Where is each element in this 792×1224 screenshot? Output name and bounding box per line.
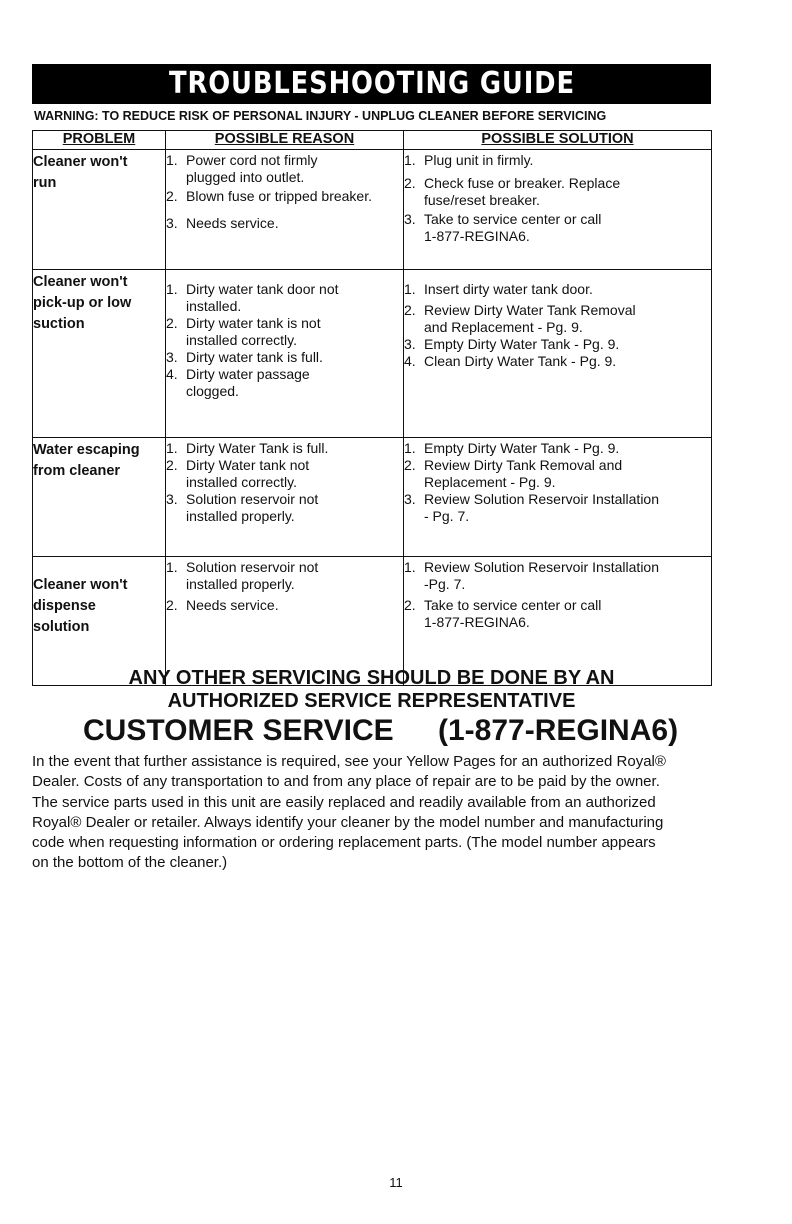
- item-text: [186, 281, 403, 315]
- item-text-line: plugged into outlet.: [186, 169, 305, 185]
- solution-item: [404, 281, 711, 298]
- item-number: 3.: [404, 336, 416, 352]
- solution-item: [404, 559, 711, 593]
- notice-line: ANY OTHER SERVICING SHOULD BE DONE BY AN: [128, 667, 615, 689]
- item-text-line: Dirty Water Tank is full.: [186, 440, 329, 456]
- item-text-line: Blown fuse or tripped breaker.: [186, 188, 372, 204]
- item-number: 3.: [166, 491, 178, 507]
- item-number: 1.: [166, 440, 178, 456]
- servicing-notice: [32, 667, 711, 713]
- item-number: 3.: [404, 211, 416, 227]
- solution-item: [404, 440, 711, 457]
- item-text-line: -Pg. 7.: [424, 576, 466, 592]
- problem-text: pick-up or low: [33, 295, 132, 311]
- item-text: [186, 215, 403, 232]
- problem-text: Cleaner won't: [33, 274, 128, 290]
- title-banner: [32, 64, 711, 104]
- reason-item: [166, 152, 403, 186]
- problem-text: dispense: [33, 598, 96, 614]
- header-problem: PROBLEM: [33, 131, 166, 150]
- warning-text: WARNING: TO REDUCE RISK OF PERSONAL INJURY - UNPLUG CLEANER BEFORE SERVICING: [34, 109, 607, 123]
- item-text-line: Take to service center or call: [424, 597, 602, 613]
- item-text-line: Needs service.: [186, 597, 279, 613]
- reason-cell: [166, 438, 404, 557]
- item-text: [424, 440, 711, 457]
- item-text-line: Power cord not firmly: [186, 152, 318, 168]
- reason-item: [166, 349, 403, 366]
- item-text-line: installed properly.: [186, 576, 295, 592]
- reason-cell: [166, 270, 404, 438]
- table-row: [33, 270, 712, 438]
- item-text-line: Dirty water tank is full.: [186, 349, 323, 365]
- problem-cell: [33, 150, 166, 270]
- item-text: [186, 152, 403, 186]
- table-row: [33, 438, 712, 557]
- item-text-line: 1-877-REGINA6.: [424, 614, 530, 630]
- item-number: 3.: [404, 491, 416, 507]
- reason-item: [166, 215, 403, 232]
- paragraph-line: Dealer. Costs of any transportation to and from any place of repair are to be paid by the owner.: [32, 773, 660, 791]
- item-text-line: Empty Dirty Water Tank - Pg. 9.: [424, 440, 620, 456]
- item-number: 3.: [166, 215, 178, 231]
- item-text: [424, 281, 711, 298]
- item-number: 1.: [166, 559, 178, 575]
- item-number: 2.: [404, 597, 416, 613]
- reason-item: [166, 315, 403, 349]
- solution-item: [404, 302, 711, 336]
- item-text-line: 1-877-REGINA6.: [424, 228, 530, 244]
- item-text: [424, 353, 711, 370]
- item-number: 1.: [404, 440, 416, 456]
- item-text: [424, 597, 711, 631]
- reason-item: [166, 366, 403, 400]
- service-paragraph: [32, 752, 712, 874]
- problem-text: run: [33, 175, 57, 191]
- problem-text: Cleaner won't: [33, 154, 128, 170]
- page-number: 11: [389, 1175, 403, 1190]
- item-text-line: and Replacement - Pg. 9.: [424, 319, 583, 335]
- reason-item: [166, 457, 403, 491]
- item-text: [186, 440, 403, 457]
- problem-text: Cleaner won't: [33, 577, 128, 593]
- item-text-line: Review Solution Reservoir Installation: [424, 491, 659, 507]
- item-text: [186, 457, 403, 491]
- item-text-line: installed correctly.: [186, 474, 298, 490]
- item-text-line: Solution reservoir not: [186, 491, 319, 507]
- item-text-line: Dirty Water tank not: [186, 457, 310, 473]
- item-text: [186, 491, 403, 525]
- solution-item: [404, 457, 711, 491]
- item-number: 2.: [166, 457, 178, 473]
- item-number: 2.: [404, 175, 416, 191]
- item-text-line: Dirty water tank is not: [186, 315, 321, 331]
- solution-item: [404, 175, 711, 209]
- item-text: [424, 336, 711, 353]
- item-text-line: installed properly.: [186, 508, 295, 524]
- item-text-line: Insert dirty water tank door.: [424, 281, 593, 297]
- solution-cell: [404, 150, 712, 270]
- item-text-line: Empty Dirty Water Tank - Pg. 9.: [424, 336, 620, 352]
- customer-service-phone: (1-877-REGINA6): [438, 714, 679, 747]
- reason-item: [166, 281, 403, 315]
- item-number: 1.: [166, 152, 178, 168]
- item-text-line: Review Dirty Tank Removal and: [424, 457, 623, 473]
- item-number: 2.: [404, 302, 416, 318]
- item-text: [186, 559, 403, 593]
- item-text: [186, 597, 403, 614]
- page-title: TROUBLESHOOTING GUIDE: [168, 66, 575, 101]
- header-possible-reason: POSSIBLE REASON: [166, 131, 404, 150]
- troubleshooting-table: [32, 130, 712, 686]
- problem-text: solution: [33, 619, 90, 635]
- item-text-line: - Pg. 7.: [424, 508, 470, 524]
- paragraph-line: Royal® Dealer or retailer. Always identify your cleaner by the model number and manufacturing: [32, 813, 664, 831]
- paragraph-line: The service parts used in this unit are easily replaced and readily available from an authorized: [32, 793, 656, 811]
- reason-item: [166, 597, 403, 614]
- paragraph-line: on the bottom of the cleaner.): [32, 854, 228, 872]
- item-number: 1.: [404, 559, 416, 575]
- item-text: [186, 366, 403, 400]
- table-row: [33, 150, 712, 270]
- item-text: [424, 491, 711, 525]
- item-number: 3.: [166, 349, 178, 365]
- customer-service-title: CUSTOMER SERVICE: [83, 714, 394, 747]
- item-text: [186, 349, 403, 366]
- item-text: [424, 559, 711, 593]
- item-text-line: clogged.: [186, 383, 239, 399]
- item-number: 1.: [166, 281, 178, 297]
- solution-item: [404, 152, 711, 169]
- item-number: 1.: [404, 281, 416, 297]
- item-text-line: Review Solution Reservoir Installation: [424, 559, 659, 575]
- reason-item: [166, 491, 403, 525]
- paragraph-line: In the event that further assistance is required, see your Yellow Pages for an authorized Royal®: [32, 753, 666, 770]
- header-possible-solution: POSSIBLE SOLUTION: [404, 131, 712, 150]
- item-text-line: Plug unit in firmly.: [424, 152, 534, 168]
- item-number: 4.: [404, 353, 416, 369]
- item-text: [186, 188, 403, 205]
- item-number: 2.: [166, 188, 178, 204]
- solution-cell: [404, 438, 712, 557]
- solution-cell: [404, 270, 712, 438]
- notice-line: AUTHORIZED SERVICE REPRESENTATIVE: [167, 690, 576, 712]
- item-text-line: Replacement - Pg. 9.: [424, 474, 556, 490]
- item-text-line: Solution reservoir not: [186, 559, 319, 575]
- paragraph-line: code when requesting information or ordering replacement parts. (The model number appears: [32, 834, 656, 852]
- item-text: [424, 152, 711, 169]
- problem-text: suction: [33, 316, 85, 332]
- reason-item: [166, 188, 403, 205]
- solution-item: [404, 491, 711, 525]
- item-text-line: installed correctly.: [186, 332, 298, 348]
- item-text-line: fuse/reset breaker.: [424, 192, 540, 208]
- item-text-line: installed.: [186, 298, 242, 314]
- item-text-line: Dirty water tank door not: [186, 281, 339, 297]
- item-number: 2.: [166, 597, 178, 613]
- solution-item: [404, 353, 711, 370]
- item-text-line: Review Dirty Water Tank Removal: [424, 302, 636, 318]
- item-text-line: Clean Dirty Water Tank - Pg. 9.: [424, 353, 617, 369]
- item-text-line: Needs service.: [186, 215, 279, 231]
- item-text-line: Dirty water passage: [186, 366, 310, 382]
- reason-item: [166, 440, 403, 457]
- item-text: [424, 457, 711, 491]
- reason-cell: [166, 150, 404, 270]
- problem-cell: [33, 270, 166, 438]
- solution-item: [404, 336, 711, 353]
- problem-text: Water escaping: [33, 442, 140, 458]
- item-number: 4.: [166, 366, 178, 382]
- reason-item: [166, 559, 403, 593]
- item-text: [186, 315, 403, 349]
- item-number: 1.: [404, 152, 416, 168]
- solution-item: [404, 211, 711, 245]
- solution-item: [404, 597, 711, 631]
- item-text-line: Check fuse or breaker. Replace: [424, 175, 621, 191]
- problem-cell: [33, 438, 166, 557]
- item-number: 2.: [166, 315, 178, 331]
- item-text: [424, 211, 711, 245]
- item-number: 2.: [404, 457, 416, 473]
- item-text-line: Take to service center or call: [424, 211, 602, 227]
- item-text: [424, 175, 711, 209]
- item-text: [424, 302, 711, 336]
- problem-text: from cleaner: [33, 463, 121, 479]
